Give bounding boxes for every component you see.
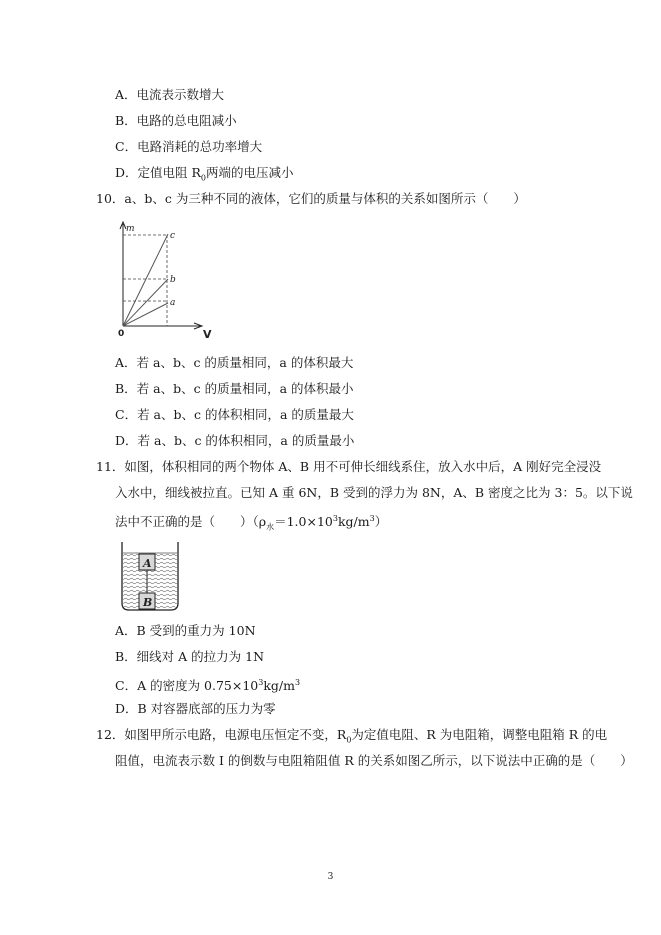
- q11-option-c-sup: 3: [258, 678, 264, 687]
- block-b-label: B: [143, 596, 153, 609]
- q11-stem-line3-end: ）: [374, 514, 388, 530]
- q9-option-c: C．电路消耗的总功率增大: [115, 139, 263, 154]
- q12-stem-line1: [96, 727, 607, 749]
- graph-origin-label: 0: [118, 329, 125, 339]
- q12-stem-line1-post: 为定值电阻、R 为电阻箱，调整电阻箱 R 的电: [351, 727, 608, 742]
- q11-option-c-sup2: 3: [294, 678, 301, 687]
- graph-label-c: c: [170, 231, 176, 241]
- q11-stem-line3-mid: ＝1.0×10: [274, 514, 333, 530]
- graph-label-a: a: [170, 298, 176, 308]
- line-a: [123, 303, 168, 326]
- q11-option-c: [115, 675, 300, 694]
- page-number: 3: [327, 872, 334, 882]
- q12-stem-line1-sub: 0: [346, 735, 352, 745]
- q11-option-b: B．细线对 A 的拉力为 1N: [115, 649, 265, 664]
- q11-option-c-post: kg/m: [263, 678, 295, 694]
- q10-option-a: A．若 a、b、c 的质量相同，a 的体积最大: [115, 355, 354, 370]
- graph-label-b: b: [170, 275, 176, 285]
- line-b: [123, 279, 168, 326]
- q11-option-a: A．B 受到的重力为 10N: [115, 623, 256, 638]
- line-c: [123, 234, 168, 326]
- q9-option-d-sub: 0: [200, 173, 207, 183]
- block-a-label: A: [143, 557, 152, 570]
- q11-stem-line3-sup: 3: [332, 514, 338, 523]
- q11-option-d: D．B 对容器底部的压力为零: [115, 701, 276, 716]
- graph-x-label: V: [203, 328, 212, 340]
- q11-stem-line3-post: kg/m: [337, 514, 370, 530]
- q12-stem-line2: 阻值，电流表示数 I 的倒数与电阻箱阻值 R 的关系如图乙所示，以下说法中正确的是（ ）: [115, 753, 633, 768]
- q11-stem-line3-pre: 法中不正确的是（ ）（ρ: [115, 514, 267, 530]
- graph-y-label: m: [126, 224, 135, 234]
- q11-option-c-pre: C．A 的密度为 0.75×10: [115, 678, 259, 694]
- q11-stem-line3: [115, 511, 387, 536]
- q11-stem-line1: 11．如图，体积相同的两个物体 A、B 用不可伸长细线系住，放入水中后，A 刚好完全浸没: [96, 459, 602, 474]
- q10-option-b: B．若 a、b、c 的质量相同，a 的体积最小: [115, 381, 354, 396]
- q11-stem-line3-sup2: 3: [369, 514, 375, 523]
- q11-stem-line3-sub: 水: [266, 522, 275, 532]
- q12-stem-line1-pre: 12．如图甲所示电路，电源电压恒定不变，R: [96, 727, 347, 742]
- q10-stem: 10．a、b、c 为三种不同的液体，它们的质量与体积的关系如图所示（ ）: [96, 191, 526, 206]
- q9-option-d-post: 两端的电压减小: [206, 165, 294, 180]
- q11-stem-line2: 入水中，细线被拉直。已知 A 重 6N，B 受到的浮力为 8N，A、B 密度之比为 3：5。以下说: [115, 485, 633, 500]
- q9-option-d: [115, 165, 294, 187]
- q10-mass-volume-graph: [112, 218, 212, 340]
- q10-option-d: D．若 a、b、c 的体积相同，a 的质量最小: [115, 433, 355, 448]
- q9-option-b: B．电路的总电阻减小: [115, 113, 237, 128]
- q11-container-figure: [118, 541, 182, 613]
- q9-option-d-pre: D．定值电阻 R: [115, 165, 201, 180]
- q10-option-c: C．若 a、b、c 的体积相同，a 的质量最大: [115, 407, 354, 422]
- q9-option-a: A．电流表示数增大: [115, 87, 225, 102]
